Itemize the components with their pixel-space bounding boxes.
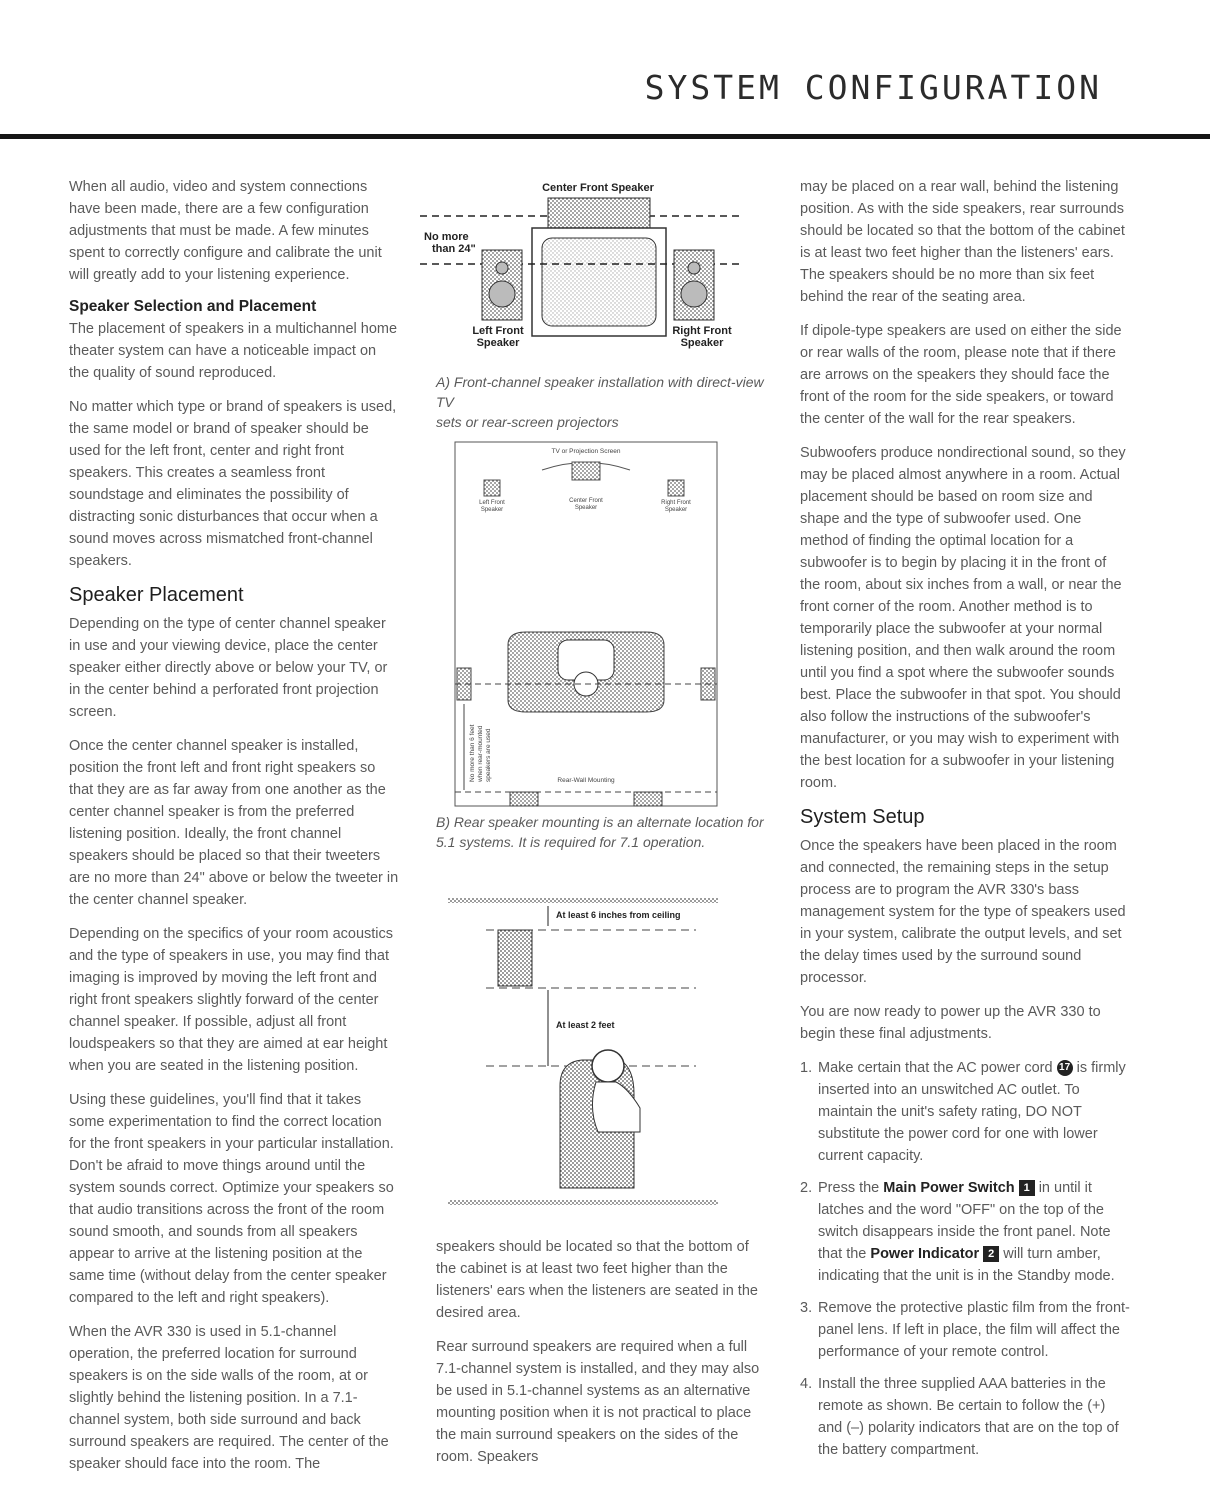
step-3-text: Remove the protective plastic film from the front-panel lens. If left in place, the film will affect the performance of your remote control. — [818, 1300, 1130, 1360]
figure-b-caption — [436, 812, 766, 852]
right-paragraph-3: Subwoofers produce nondirectional sound, so they may be placed almost anywhere in a room. Actual placement should be based on room size and shape and the type of subwoofer used. One method of finding the optimal location for a subwoofer is to begin by placing it in the front of the room, about six inches from a wall, or near the front corner of the room. Another method is to temporarily place the subwoofer at your normal listening position, and then walk around the room until you find a spot where the subwoofer sounds best. Place the subwoofer in that spot. You should also follow the instructions of the subwoofer's manufacturer, or you may wish to experiment with the best location for a subwoofer in your listening room. — [800, 445, 1126, 791]
step-2 — [800, 1177, 1130, 1287]
room-right-label-2: Speaker — [664, 507, 688, 513]
left-tweeter — [496, 262, 508, 274]
step-2-text-a: Press the — [818, 1180, 880, 1196]
left-woofer — [489, 281, 515, 307]
figure-a-caption — [436, 372, 766, 432]
ceiling-label: At least 6 inches from ceiling — [556, 910, 681, 920]
column-left — [69, 176, 399, 1487]
room-left-label-1: Left Front — [479, 500, 505, 506]
figure-b-caption-line1: B) Rear speaker mounting is an alternate location for — [436, 814, 764, 830]
right-paragraph-1: may be placed on a rear wall, behind the listening position. As with the side speakers, rear surrounds should be located so that the bottom of the cabinet is at least two feet higher than the listeners' ears. The speakers should be no more than six feet behind the rear of the seating area. — [800, 179, 1125, 305]
selection-heading: Speaker Selection and Placement — [69, 298, 317, 315]
step-1 — [800, 1057, 1130, 1167]
step-4-text: Install the three supplied AAA batteries in the remote as shown. Be certain to follow the (+) and (–) polarity indicators that are on the top of the battery compartment. — [818, 1376, 1119, 1458]
room-right-label-1: Right Front — [661, 500, 691, 506]
step-1-text-a: Make certain that the AC power cord — [818, 1060, 1053, 1076]
placement-paragraph-2: Once the center channel speaker is installed, position the front left and front right speakers so that they are as far away from one another as the center channel speaker is from the preferred listening position. Ideally, the front channel speakers should be placed so that their tweeters are no more than 24" above or below the tweeter in the center channel speaker. — [69, 738, 399, 908]
setup-heading: System Setup — [800, 806, 925, 828]
step-3 — [800, 1297, 1130, 1363]
step-1-text-b: is firmly inserted into an unswitched AC outlet. To maintain the unit's safety rating, DO NOT substitute the power cord for one with lower current capacity. — [818, 1060, 1126, 1164]
left-front-label-2: Speaker — [476, 337, 520, 349]
main-power-switch-label: Main Power Switch — [883, 1180, 1015, 1196]
rear-speaker-right — [634, 792, 662, 806]
step-2-text-c: will turn amber, indicating that the unit is in the Standby mode. — [818, 1246, 1115, 1284]
middle-paragraph-2: Rear surround speakers are required when a full 7.1-channel system is installed, and they may also be used in 5.1-channel systems as an alternative mounting position when it is not practical to place the main surround speakers on the sides of the room. Speakers — [436, 1339, 760, 1465]
no-more-label-1: No more — [424, 231, 469, 243]
placement-paragraph-5: When the AVR 330 is used in 5.1-channel operation, the preferred location for surround speakers is on the side walls of the room, at or slightly behind the listening position. In a 7.1-channel system, both side surround and back surround speakers are required. The center of the speaker should face into the room. The — [69, 1324, 389, 1472]
floor-band — [448, 1200, 718, 1205]
left-front-label-1: Left Front — [472, 325, 524, 337]
screen-label: TV or Projection Screen — [551, 448, 621, 455]
figure-room-layout — [448, 440, 728, 810]
figure-a-caption-line1: A) Front-channel speaker installation with direct-view TV — [436, 374, 764, 410]
figure-a-caption-line2: sets or rear-screen projectors — [436, 414, 619, 430]
setup-paragraph-1: Once the speakers have been placed in the room and connected, the remaining steps in the setup process are to program the AVR 330's bass management system for the type of speakers used in your system, calibrate the output levels, and set the delay times used by the surround sound processor. — [800, 838, 1126, 986]
middle-paragraph-1: speakers should be located so that the bottom of the cabinet is at least two feet higher than the listeners' ears when the listeners are seated in the desired area. — [436, 1239, 758, 1321]
distance-label-3: speakers are used — [485, 728, 492, 782]
ceiling-band — [448, 898, 718, 903]
power-indicator-label: Power Indicator — [870, 1246, 980, 1262]
selection-paragraph-1: The placement of speakers in a multichannel home theater system can have a noticeable impact on the quality of sound reproduced. — [69, 321, 398, 381]
step-2-text-b: in until it latches and the word "OFF" on the top of the switch disappears inside the front panel. Note that the — [818, 1180, 1111, 1262]
power-indicator-callout-icon: 2 — [983, 1246, 999, 1262]
room-center-label-1: Center Front — [569, 498, 603, 504]
main-power-switch-callout-icon: 1 — [1019, 1180, 1035, 1196]
right-front-label-2: Speaker — [680, 337, 724, 349]
step-2-number: 2. — [800, 1180, 813, 1196]
right-front-label-1: Right Front — [672, 325, 732, 337]
intro-paragraph: When all audio, video and system connections have been made, there are a few configuration adjustments that must be made. A few minutes spent to correctly configure and calibrate the unit will greatly add to your listening experience. — [69, 179, 382, 283]
figure-b-caption-line2: 5.1 systems. It is required for 7.1 operation. — [436, 834, 706, 850]
room-left-label-2: Speaker — [480, 507, 504, 513]
power-cord-callout-icon: 17 — [1057, 1060, 1073, 1076]
height-label: At least 2 feet — [556, 1020, 615, 1030]
placement-paragraph-4: Using these guidelines, you'll find that it takes some experimentation to find the correct location for the front speakers in your particular installation. Don't be afraid to move things around until the system sounds correct. Optimize your speakers so that audio transitions across the front of the room sound smooth, and sounds from all speakers appear to arrive at the listening position at the same time (without delay from the center speaker compared to the left and right speakers). — [69, 1092, 394, 1306]
header-rule — [0, 134, 1210, 139]
wall-speaker — [498, 930, 532, 986]
distance-label-1: No more than 6 feet — [469, 724, 476, 782]
right-tweeter — [688, 262, 700, 274]
figure-side-view — [448, 898, 728, 1210]
no-more-label-2: than 24" — [432, 243, 476, 255]
room-center-speaker — [572, 462, 600, 480]
tv-screen — [542, 238, 656, 326]
placement-paragraph-1: Depending on the type of center channel speaker in use and your viewing device, place the center speaker either directly above or below your TV, or in the center behind a perforated front projection screen. — [69, 616, 388, 720]
step-1-number: 1. — [800, 1060, 813, 1076]
seated-head — [592, 1050, 624, 1082]
room-left-speaker — [484, 480, 500, 496]
column-right — [800, 176, 1130, 1471]
page-title: SYSTEM CONFIGURATION — [644, 68, 1102, 107]
setup-paragraph-2: You are now ready to power up the AVR 330 to begin these final adjustments. — [800, 1004, 1101, 1042]
selection-paragraph-2: No matter which type or brand of speakers is used, the same model or brand of speaker should be used for the left front, center and right front speakers. This creates a seamless front soundstage and eliminates the possibility of distracting sonic disturbances that occur when a sound moves across mismatched front-channel speakers. — [69, 399, 397, 569]
rear-speaker-left — [510, 792, 538, 806]
distance-label-2: when rear-mounted — [477, 725, 484, 782]
figure-front-speakers — [420, 176, 750, 356]
room-outline — [455, 442, 717, 806]
center-speaker — [548, 198, 650, 228]
rear-wall-label: Rear-Wall Mounting — [557, 777, 615, 784]
placement-paragraph-3: Depending on the specifics of your room acoustics and the type of speakers in use, you may find that imaging is improved by moving the left front and right front speakers slightly forward of the center channel speaker. If possible, adjust all front loudspeakers so that they are aimed at ear height when you are seated in the listening position. — [69, 926, 394, 1074]
right-paragraph-2: If dipole-type speakers are used on either the side or rear walls of the room, please note that if there are arrows on the speakers they should face the front of the room for the side speakers, or toward the center of the wall for the rear speakers. — [800, 323, 1122, 427]
right-woofer — [681, 281, 707, 307]
step-3-number: 3. — [800, 1300, 813, 1316]
setup-steps — [800, 1057, 1130, 1461]
placement-heading: Speaker Placement — [69, 584, 244, 606]
step-4-number: 4. — [800, 1376, 813, 1392]
room-right-speaker — [668, 480, 684, 496]
center-front-label: Center Front Speaker — [542, 182, 654, 194]
room-center-label-2: Speaker — [574, 505, 598, 511]
column-middle — [436, 1236, 766, 1480]
step-4 — [800, 1373, 1130, 1461]
